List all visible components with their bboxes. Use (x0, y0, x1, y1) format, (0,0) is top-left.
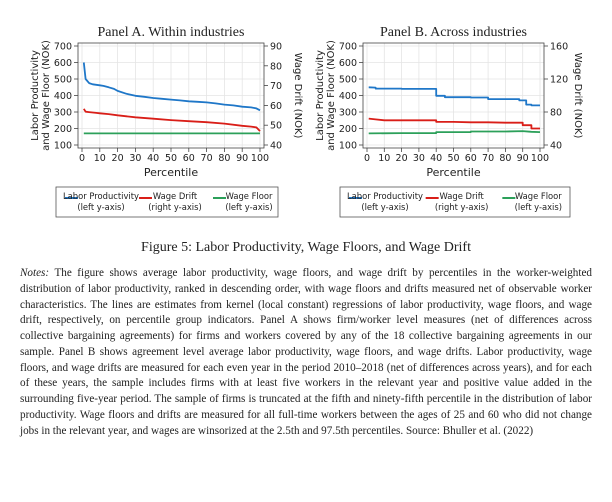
x-tick-label: 10 (378, 153, 391, 164)
y-left-tick-label: 700 (53, 41, 72, 53)
legend-sublabel: (left y-axis) (77, 202, 125, 212)
legend-sublabel: (right y-axis) (434, 202, 489, 212)
y-right-tick-label: 80 (550, 107, 563, 119)
legend-label: Labor Productivity (347, 191, 423, 201)
y-right-tick-label: 160 (550, 41, 569, 53)
y-right-tick-label: 60 (270, 100, 283, 112)
y-left-tick-label: 200 (53, 124, 72, 135)
y-left-tick-label: 500 (338, 74, 357, 86)
x-tick-label: 100 (530, 153, 550, 164)
y-left-tick-label: 100 (338, 140, 357, 152)
panel-b-legend (340, 187, 570, 217)
legend-label: Labor Productivity (63, 191, 139, 201)
legend-sublabel: (left y-axis) (514, 202, 563, 212)
x-tick-label: 30 (129, 153, 142, 164)
x-tick-label: 40 (147, 153, 160, 164)
x-tick-label: 30 (412, 153, 425, 164)
y-right-tick-label: 120 (550, 74, 569, 86)
panel-b-title: Panel B. Across industries (380, 25, 527, 40)
y-left-tick-label: 300 (338, 107, 357, 119)
x-tick-label: 100 (250, 153, 270, 164)
y-left-axis-label-line2: and Wage Floor (NOK) (41, 40, 52, 151)
x-tick-label: 70 (200, 153, 213, 164)
notes-text: The figure shows average labor productivity, wage floors, and wage drift by percentiles in the worker-weighted distribution of labor productivity, ranked in descending order, with wage floors and drifts measured net of observable worker characteristics. The lines are estimates from kernel (local constant) regressions of labor productivity, wage floors, and wage drift, respectively, on percentile group indicators. Panel A shows firm/worker level measures (net of differences across collective bargaining agreements) for firms and workers covered by any of the 18 collective bargaining agreements in our sample. Panel B shows agreement level average labor productivity, wage floors, and wage drifts. Labor productivity, wage floors, and wage drifts are measured for each even year in the period 2010–2018 (net of differences across years), and for each of these years, the sample includes firms with at least five workers in the relevant year and positive value added in the surrounding five-year period. The sample of firms is truncated at the fifth and ninety-fifth percentile in the distribution of labor productivity. Wage floors and drifts are measured for all full-time workers between the ages of 25 and 60 who did not change jobs in the relevant year, and wages are winsorized at the 2.5th and 97.5th percentiles. Source: Bhuller et al. (2022) (20, 267, 592, 437)
x-tick-label: 20 (395, 153, 408, 164)
y-left-tick-label: 100 (53, 140, 72, 152)
x-tick-label: 20 (111, 153, 124, 164)
x-tick-label: 80 (499, 153, 512, 164)
legend-sublabel: (right y-axis) (148, 202, 202, 212)
figure (0, 0, 612, 236)
x-tick-label: 60 (464, 153, 477, 164)
x-tick-label: 50 (447, 153, 460, 164)
series-line-labor-productivity (84, 63, 260, 111)
y-left-tick-label: 500 (53, 74, 72, 86)
x-tick-label: 80 (218, 153, 231, 164)
panel-a-chart (30, 25, 303, 179)
x-tick-label: 70 (482, 153, 495, 164)
x-tick-label: 0 (78, 153, 86, 164)
y-left-tick-label: 300 (53, 107, 72, 119)
y-left-axis-label-line2: and Wage Floor (NOK) (326, 40, 337, 151)
x-tick-label: 90 (236, 153, 249, 164)
panel-a-legend (56, 187, 278, 217)
y-right-tick-label: 40 (270, 140, 283, 152)
y-left-tick-label: 400 (338, 91, 357, 102)
y-right-tick-label: 40 (550, 140, 563, 152)
legend-label: Wage Floor (225, 191, 273, 201)
y-left-tick-label: 600 (338, 58, 357, 69)
legend-sublabel: (left y-axis) (225, 202, 273, 212)
y-right-tick-label: 50 (270, 120, 283, 132)
y-left-axis-label-line1: Labor Productivity (315, 50, 326, 141)
notes-lead: Notes: (20, 267, 50, 279)
panel-a-title: Panel A. Within industries (97, 25, 245, 40)
x-tick-label: 40 (430, 153, 443, 164)
y-right-axis-label: Wage Drift (NOK) (292, 52, 303, 139)
y-left-tick-label: 700 (338, 41, 357, 53)
figure-caption: Figure 5: Labor Productivity, Wage Floors, and Wage Drift (141, 240, 471, 255)
legend-sublabel: (left y-axis) (361, 202, 409, 212)
legend-label: Wage Drift (152, 191, 198, 201)
y-right-tick-label: 70 (270, 81, 283, 93)
x-axis-label: Percentile (426, 166, 481, 179)
series-line-wage-floor (369, 131, 540, 133)
y-left-tick-label: 200 (338, 124, 357, 135)
x-tick-label: 0 (363, 153, 371, 164)
panel-b-chart (315, 25, 583, 179)
legend-label: Wage Drift (439, 191, 484, 201)
y-right-axis-label: Wage Drift (NOK) (572, 52, 583, 139)
legend-label: Wage Floor (514, 191, 562, 201)
x-axis-label: Percentile (143, 166, 199, 179)
x-tick-label: 50 (164, 153, 178, 164)
series-line-labor-productivity (369, 87, 540, 105)
series-line-wage-drift (369, 119, 540, 129)
figure-notes (20, 266, 592, 439)
x-tick-label: 10 (93, 153, 106, 164)
y-left-axis-label-line1: Labor Productivity (30, 50, 41, 141)
x-tick-label: 90 (516, 153, 529, 164)
y-right-tick-label: 80 (270, 61, 283, 73)
x-tick-label: 60 (182, 153, 195, 164)
y-right-tick-label: 90 (270, 41, 283, 53)
y-left-tick-label: 600 (53, 58, 72, 69)
y-left-tick-label: 400 (53, 91, 72, 102)
